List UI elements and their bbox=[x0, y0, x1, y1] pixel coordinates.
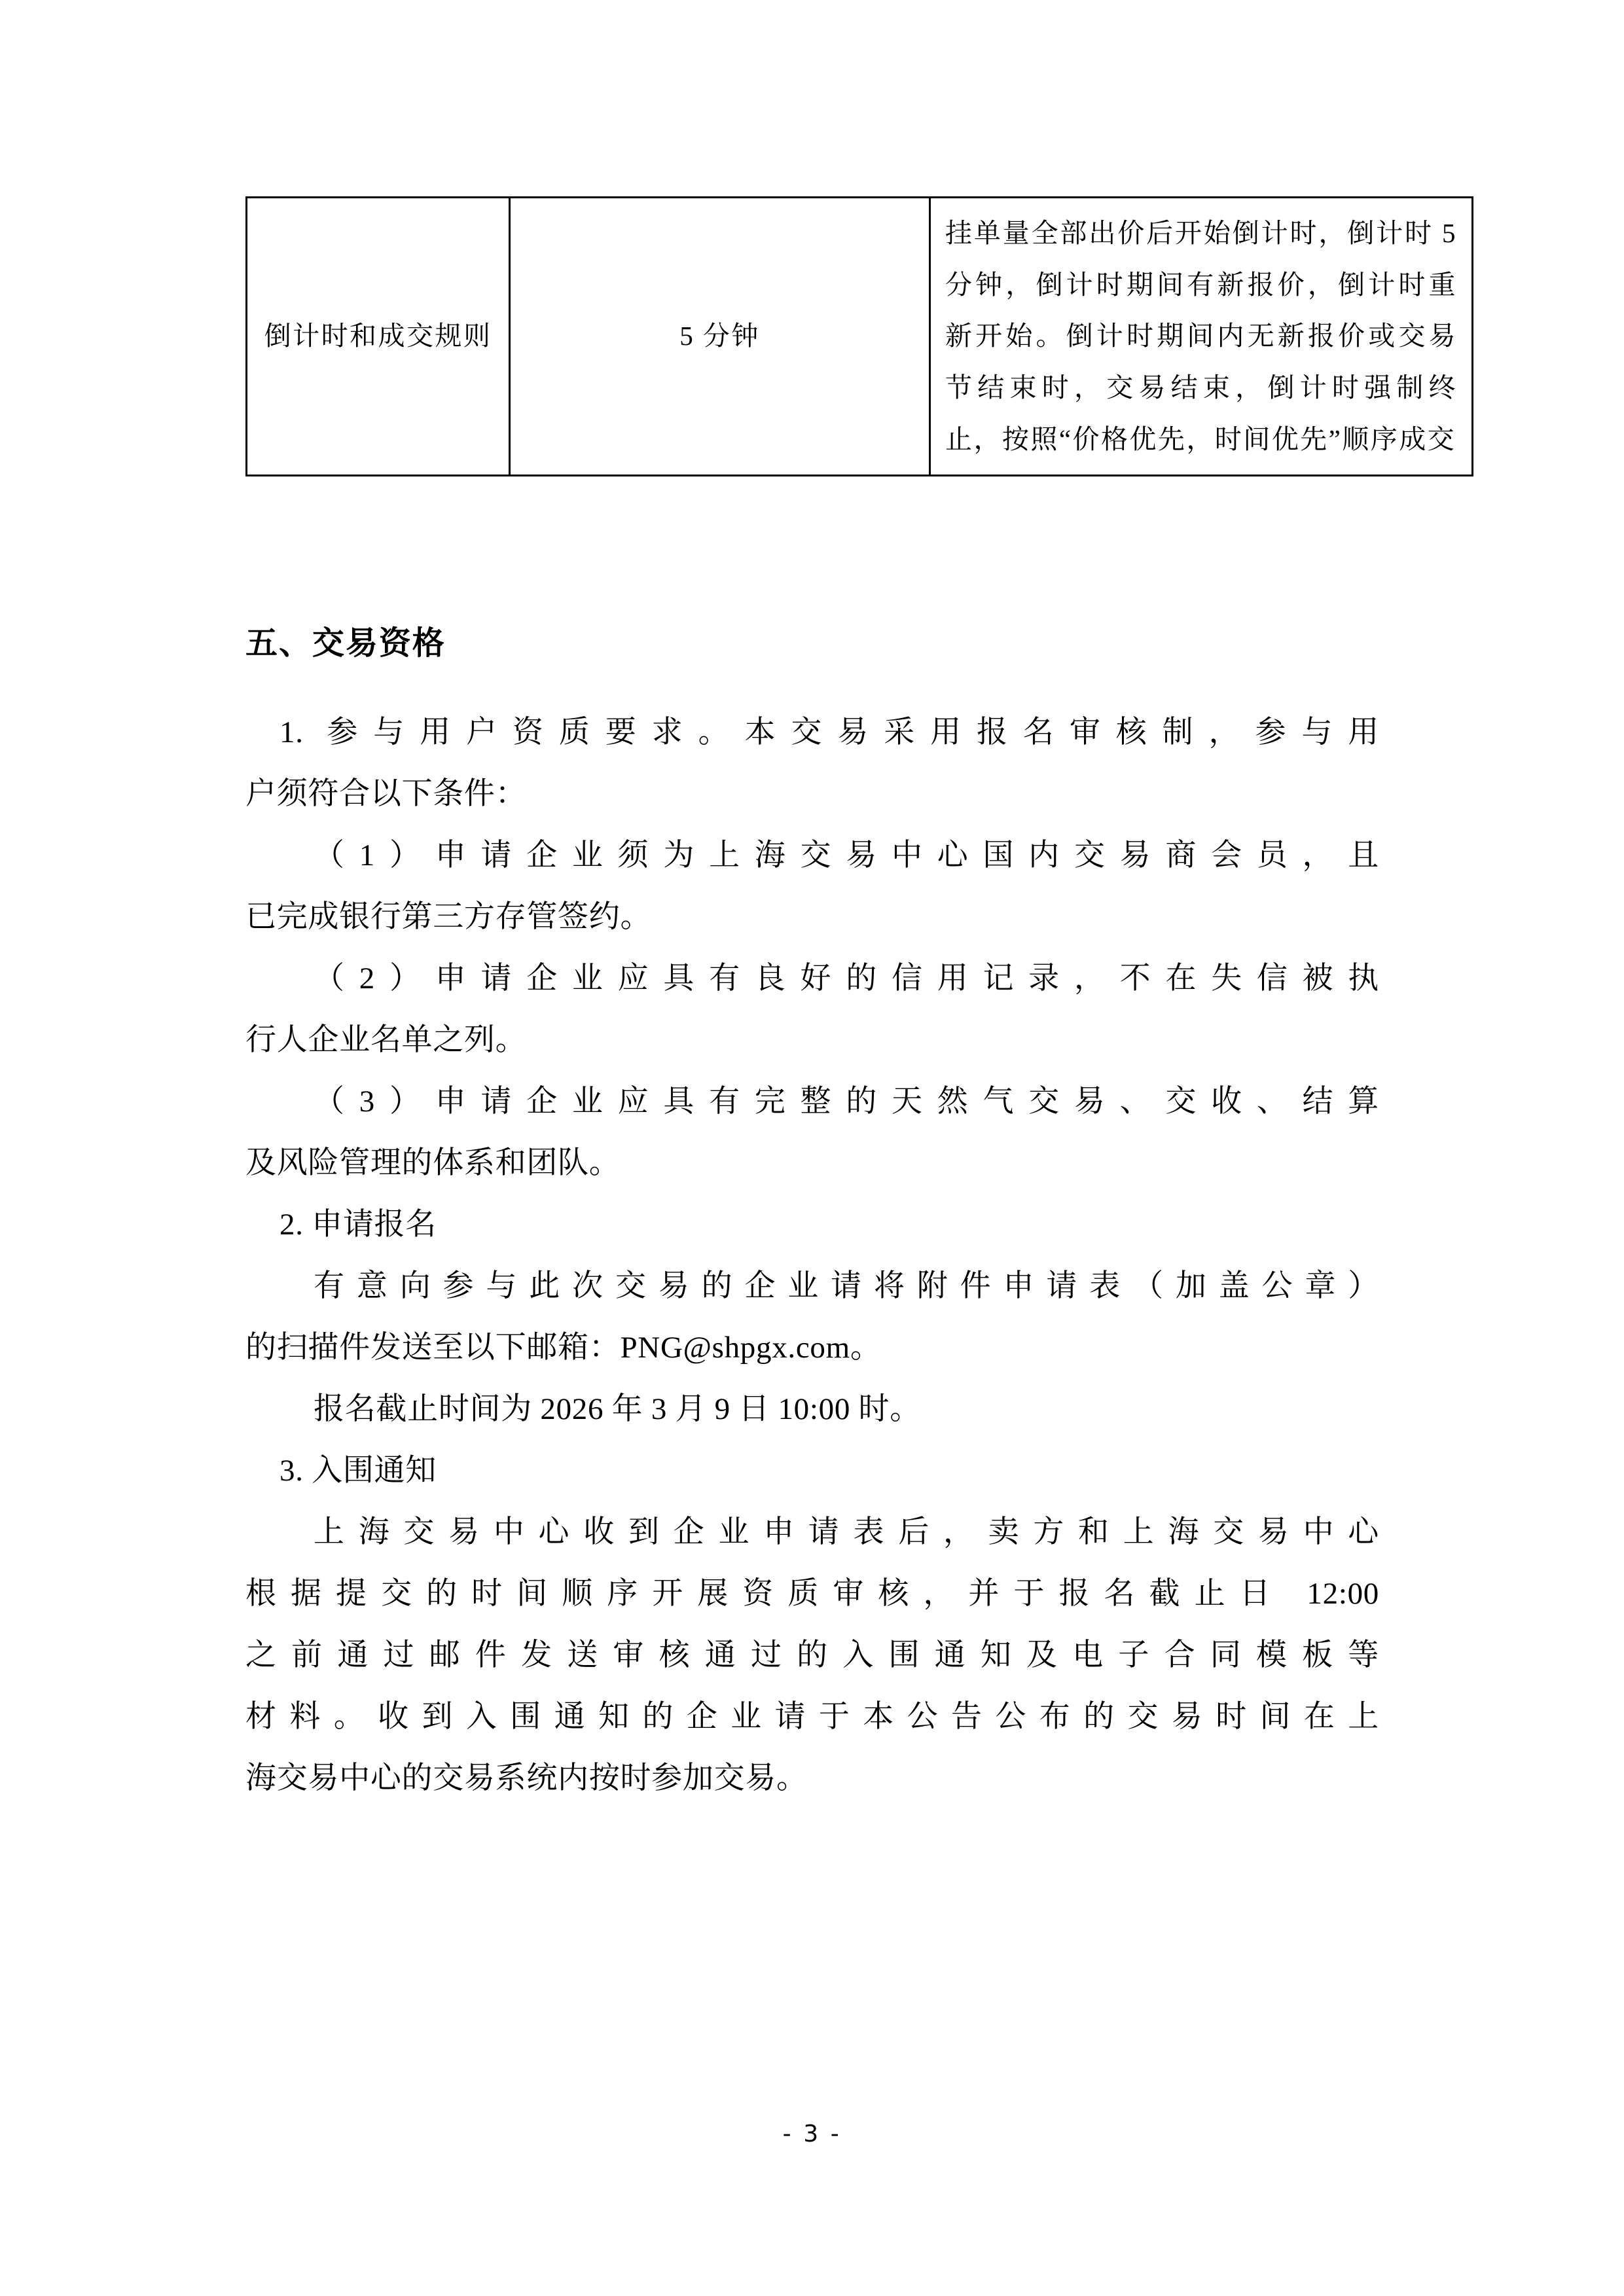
paragraph-line: 有意向参与此次交易的企业请将附件申请表（加盖公章） bbox=[314, 1269, 1379, 1303]
paragraph-line: （1）申请企业须为上海交易中心国内交易商会员，且 bbox=[314, 838, 1379, 872]
table-cell-rule-detail bbox=[930, 198, 1473, 476]
paragraph-condition-3 bbox=[245, 1071, 1379, 1194]
paragraph-registration-deadline bbox=[245, 1378, 1379, 1440]
rule-detail-text: 挂单量全部出价后开始倒计时，倒计时 5 分钟，倒计时期间有新报价，倒计时重新开始。倒计时期间内无新报价或交易节结束时，交易结束，倒计时强制终止，按照“价格优先，时间优先”顺序成交 bbox=[945, 218, 1457, 454]
paragraph-line: 户须符合以下条件： bbox=[245, 777, 527, 811]
table-cell-rule-value bbox=[510, 198, 930, 476]
paragraph-line: 已完成银行第三方存管签约。 bbox=[245, 900, 652, 934]
paragraph-line: 之前通过邮件发送审核通过的入围通知及电子合同模板等 bbox=[245, 1638, 1379, 1672]
paragraph-line: 材料。收到入围通知的企业请于本公告公布的交易时间在上 bbox=[245, 1700, 1379, 1734]
paragraph-line-deadline: 报名截止时间为 2026 年 3 月 9 日 10:00 时。 bbox=[314, 1392, 921, 1426]
paragraph-apply-heading bbox=[245, 1194, 1379, 1255]
paragraph-line: （3）申请企业应具有完整的天然气交易、交收、结算 bbox=[314, 1085, 1379, 1119]
section-heading-trading-qualification: 五、交易资格 bbox=[245, 624, 446, 662]
countdown-rules-table bbox=[245, 196, 1473, 476]
table-row bbox=[247, 198, 1473, 476]
paragraph-user-qualification bbox=[245, 702, 1379, 825]
table-cell-rule-label bbox=[247, 198, 510, 476]
rule-label-text: 倒计时和成交规则 bbox=[264, 321, 492, 351]
paragraph-line: 行人企业名单之列。 bbox=[245, 1023, 527, 1057]
paragraph-line: （2）申请企业应具有良好的信用记录，不在失信被执 bbox=[314, 961, 1379, 996]
paragraph-apply-body bbox=[245, 1255, 1379, 1378]
paragraph-line: 海交易中心的交易系统内按时参加交易。 bbox=[245, 1761, 808, 1795]
paragraph-shortlist-heading bbox=[245, 1440, 1379, 1501]
paragraph-line: 上海交易中心收到企业申请表后，卖方和上海交易中心 bbox=[314, 1515, 1379, 1549]
paragraph-line: 1. 参与用户资质要求。本交易采用报名审核制，参与用 bbox=[280, 715, 1379, 749]
paragraph-line: 及风险管理的体系和团队。 bbox=[245, 1146, 621, 1180]
paragraph-condition-1 bbox=[245, 825, 1379, 948]
rule-value-text: 5 分钟 bbox=[679, 321, 760, 351]
paragraph-line: 3. 入围通知 bbox=[280, 1454, 437, 1488]
paragraph-line: 2. 申请报名 bbox=[280, 1208, 437, 1242]
paragraph-line-email: 的扫描件发送至以下邮箱：PNG@shpgx.com。 bbox=[245, 1331, 882, 1365]
paragraph-shortlist-body bbox=[245, 1501, 1379, 1809]
paragraph-line: 根据提交的时间顺序开展资质审核，并于报名截止日 12:00 bbox=[245, 1577, 1379, 1611]
paragraph-condition-2 bbox=[245, 948, 1379, 1071]
page-number: - 3 - bbox=[782, 2121, 842, 2147]
